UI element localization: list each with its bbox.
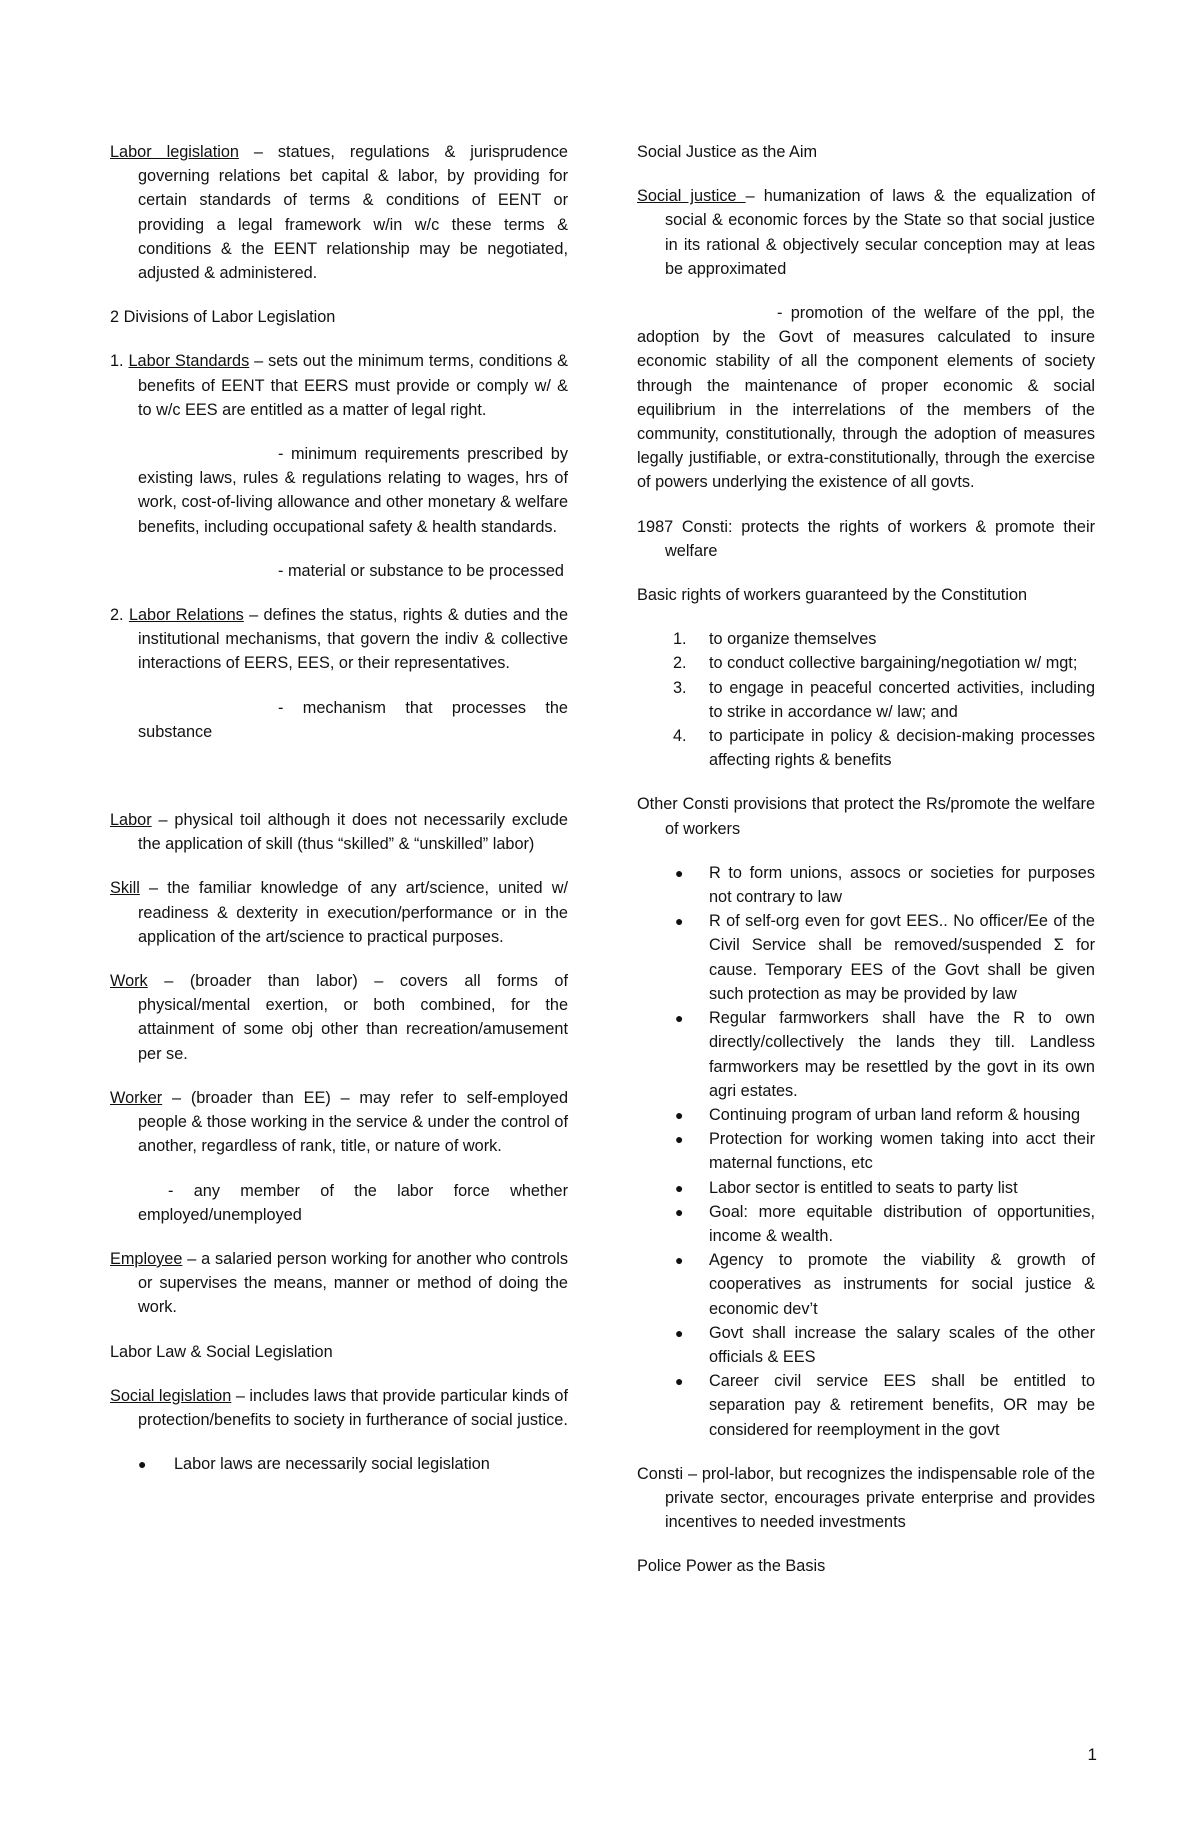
list-item: ● Protection for working women taking into acct their maternal functions, etc [637, 1127, 1095, 1175]
list-item: ● Career civil service EES shall be entitled to separation pay & retirement benefits, OR may be considered for reemployment in the govt [637, 1369, 1095, 1442]
list-item: 3. to engage in peaceful concerted activities, including to strike in accordance w/ law; and [673, 678, 1095, 721]
term-labor-legislation: Labor legislation [110, 143, 239, 161]
social-justice-note: - promotion of the welfare of the ppl, the adoption by the Govt of measures calculated to insure economic stability of all the component elements of society through the maintenance of proper economic & social equilibrium in the interrelations of the members of the community, constitutionally, through the adoption of measures legally justifiable, or extra-constitutionally, through the exercise of powers underlying the existence of all govts. [637, 304, 1095, 492]
definition-work: Work – (broader than labor) – covers all forms of physical/mental exertion, or both combined, for the attainment of some obj other than recreation/amusement per se. [110, 972, 568, 1063]
term-worker: Worker [110, 1088, 163, 1107]
division-labor-standards: 1. Labor Standards – sets out the minimum terms, conditions & benefits of EENT that EERS must provide or comply w/ & to w/c EES are entitled as a matter of legal right. [110, 352, 568, 419]
bullet-icon: ● [675, 1010, 684, 1027]
definition-worker: Worker – (broader than EE) – may refer to self-employed people & those working in the service & under the control of another, regardless of rank, title, or nature of work. [110, 1088, 568, 1156]
labor-standards-note-1: - minimum requirements prescribed by existing laws, rules & regulations relating to wages, hrs of work, cost-of-living allowance and other monetary & welfare benefits, including occupational safety & health standards. [138, 445, 568, 536]
heading-police-power: Police Power as the Basis [637, 1557, 826, 1576]
bullet-icon: ● [138, 1456, 147, 1473]
list-item: ● R to form unions, assocs or societies for purposes not contrary to law [637, 861, 1095, 909]
list-item: ● Govt shall increase the salary scales of the other officials & EES [637, 1321, 1095, 1369]
term-labor: Labor [110, 811, 152, 830]
bullet-icon: ● [675, 1106, 684, 1123]
labor-relations-note: - mechanism that processes the substance [138, 698, 568, 741]
definition-skill: Skill – the familiar knowledge of any art/science, united w/ readiness & dexterity in execution/performance or in the application of the art/science to practical purposes. [110, 879, 568, 946]
heading-other-provisions: Other Consti provisions that protect the Rs/promote the welfare of workers [637, 795, 1095, 838]
term-labor-relations: Labor Relations [128, 606, 244, 625]
heading-social-justice-aim: Social Justice as the Aim [637, 143, 818, 161]
bullet-icon: ● [675, 1203, 684, 1220]
heading-divisions: 2 Divisions of Labor Legislation [110, 308, 336, 327]
definition-labor-legislation: Labor legislation – statues, regulations & jurisprudence governing relations bet capital & labor, by providing for certain standards of terms & conditions of EENT or providing a legal framework w/in w/c these terms & conditions & the EENT relationship may be negotiated, adjusted & administered. [110, 143, 568, 283]
definition-social-legislation: Social legislation – includes laws that provide particular kinds of protection/benefits to society in furtherance of social justice. [110, 1386, 569, 1429]
term-employee: Employee [110, 1249, 183, 1268]
term-social-justice: Social justice [637, 187, 746, 206]
spacer [110, 764, 568, 808]
term-skill: Skill [110, 879, 140, 898]
bullet-icon: ● [675, 864, 684, 881]
worker-note: - any member of the labor force whether employed/unemployed [138, 1181, 568, 1224]
definition-social-justice: Social justice – humanization of laws & the equalization of social & economic forces by the State so that social justice in its rational & objectively secular conception may at leas be approximated [637, 187, 1095, 278]
social-legislation-bullets [110, 1452, 568, 1476]
term-social-legislation: Social legislation [110, 1386, 232, 1405]
bullet-icon: ● [675, 1179, 684, 1196]
left-column [110, 140, 568, 1496]
definition-employee: Employee – a salaried person working for another who controls or supervises the means, manner or method of doing the work. [110, 1249, 568, 1317]
labor-standards-note-2: - material or substance to be processed [278, 561, 564, 580]
list-item: ● R of self-org even for govt EES.. No officer/Ee of the Civil Service shall be removed/suspended Σ for cause. Temporary EES of the Govt shall be given such protection as may be provided by law [637, 909, 1095, 1006]
consti-prolabor: Consti – prol-labor, but recognizes the indispensable role of the private sector, encourages private enterprise and provides incentives to needed investments [637, 1464, 1095, 1532]
other-provisions-list [637, 861, 1095, 1442]
list-item: ● Labor sector is entitled to seats to party list [637, 1176, 1095, 1200]
term-work: Work [110, 972, 148, 991]
heading-labor-law-social-legislation: Labor Law & Social Legislation [110, 1342, 333, 1361]
bullet-icon: ● [675, 1373, 684, 1390]
list-item: ● Continuing program of urban land reform & housing [637, 1103, 1095, 1127]
list-item: ● Regular farmworkers shall have the R to own directly/collectively the lands they till. Landless farmworkers may be resettled by the govt in its own agri estates. [637, 1006, 1095, 1103]
term-labor-standards: Labor Standards [128, 352, 250, 371]
list-item: ● Labor laws are necessarily social legislation [110, 1452, 568, 1476]
list-item: 4. to participate in policy & decision-making processes affecting rights & benefits [673, 727, 1095, 770]
list-item: 1. to organize themselves [673, 630, 877, 649]
consti-1987: 1987 Consti: protects the rights of workers & promote their welfare [637, 517, 1095, 560]
bullet-icon: ● [675, 1131, 684, 1148]
list-item: ● Goal: more equitable distribution of opportunities, income & wealth. [637, 1200, 1095, 1248]
bullet-icon: ● [675, 913, 684, 930]
division-labor-relations: 2. Labor Relations – defines the status, rights & duties and the institutional mechanisms, that govern the indiv & collective interactions of EERS, EES, or their representatives. [110, 606, 569, 673]
bullet-icon: ● [675, 1252, 684, 1269]
bullet-icon: ● [675, 1324, 684, 1341]
definition-labor: Labor – physical toil although it does not necessarily exclude the application of skill (thus “skilled” & “unskilled” labor) [110, 811, 568, 854]
list-item: 2. to conduct collective bargaining/negotiation w/ mgt; [673, 654, 1078, 673]
page-number: 1 [1087, 1745, 1097, 1764]
heading-basic-rights: Basic rights of workers guaranteed by the Constitution [637, 586, 1028, 605]
basic-rights-list [637, 627, 1095, 772]
list-item: ● Agency to promote the viability & growth of cooperatives as instruments for social justice & economic dev’t [637, 1248, 1095, 1321]
right-column [637, 140, 1095, 1599]
